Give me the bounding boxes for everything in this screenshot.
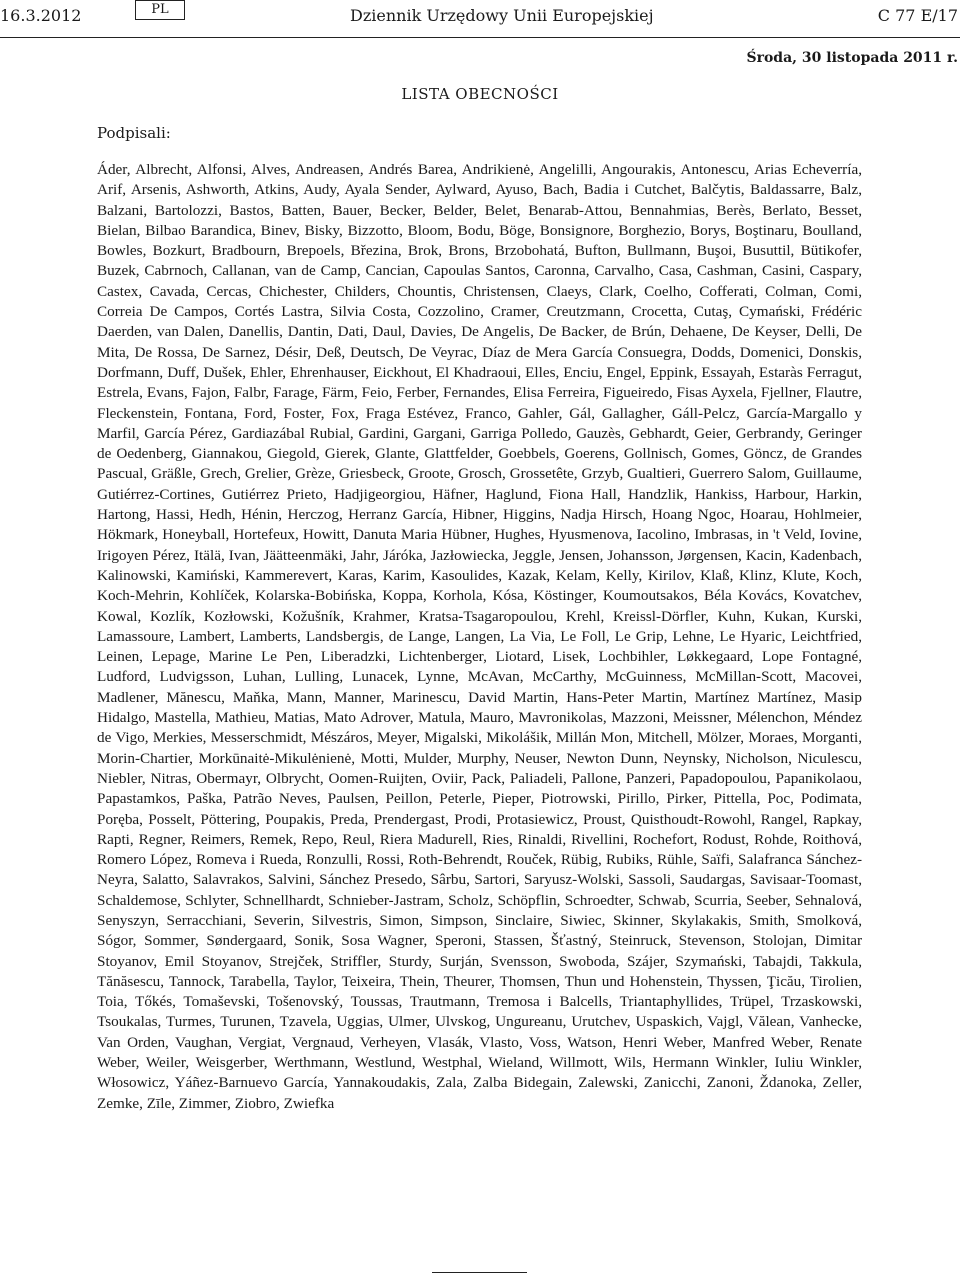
attendance-names: Áder, Albrecht, Alfonsi, Alves, Andreasen, Andrés Barea, Andrikienė, Angelilli, Angourakis, Antonescu, Arias Echeverría, Arif, Arsenis, Ashworth, Atkins, Audy, Ayala Sender, Aylward, Ayuso, Bach, Badia i Cutchet, Balčytis, Baldassarre, Balz, Balzani, Bartolozzi, Bastos, Batten, Bauer, Becker, Belder, Belet, Benarab-Attou, Bennahmias, Berès, Berlato, Besset, Bielan, Bilbao Barandica, Binev, Bisky, Bizzotto, Bloom, Bodu, Böge, Bonsignore, Borghezio, Borys, Boştinaru, Boulland, Bowles, Bozkurt, Bradbourn, Brepoels, Březina, Brok, Brons, Brzobohatá, Bufton, Bullmann, Buşoi, Busuttil, Bütikofer, Buzek, Cabrnoch, Callanan, van de Camp, Cancian, Capoulas Santos, Caronna, Carvalho, Casa, Cashman, Casini, Caspary, Castex, Cavada, Cercas, Chichester, Childers, Chountis, Christensen, Claeys, Clark, Coelho, Cofferati, Colman, Comi, Correia De Campos, Cortés Lastra, Silvia Costa, Cozzolino, Cramer, Creutzmann, Crocetta, Cutaş, Cymański, Frédéric Daerden, van Dalen, Danellis, Dantin, Dati, Daul, Davies, De Angelis, De Backer, de Brún, Dehaene, De Keyser, Delli, De Mita, De Rossa, De Sarnez, Désir, Deß, Deutsch, De Veyrac, Díaz de Mera García Consuegra, Dodds, Domenici, Donskis, Dorfmann, Duff, Dušek, Ehler, Ehrenhauser, Eickhout, El Khadraoui, Elles, Enciu, Engel, Eppink, Essayah, Estaràs Ferragut, Estrela, Evans, Fajon, Falbr, Farage, Färm, Feio, Ferber, Fernandes, Elisa Ferreira, Figueiredo, Fisas Ayxela, Fjellner, Flautre, Fleckenstein, Fontana, Ford, Foster, Fox, Fraga Estévez, Franco, Gahler, Gál, Gallagher, Gáll-Pelcz, García-Margallo y Marfil, García Pérez, Gardiazábal Rubial, Gardini, Gargani, Garriga Polledo, Gauzès, Gebhardt, Geier, Gerbrandy, Geringer de Oedenberg, Giannakou, Giegold, Gierek, Glante, Glattfelder, Goebbels, Goerens, Gollnisch, Gomes, Göncz, de Grandes Pascual, Gräßle, Grech, Grelier, Grèze, Griesbeck, Groote, Grosch, Grossetête, Grzyb, Gualtieri, Guerrero Salom, Guillaume, Gutiérrez-Cortines, Gutiérrez Prieto, Hadjigeorgiou, Häfner, Haglund, Fiona Hall, Handzlik, Hankiss, Harbour, Harkin, Hartong, Hassi, Hedh, Hénin, Herczog, Herranz García, Hibner, Higgins, Nadja Hirsch, Hoang Ngoc, Hoarau, Hohlmeier, Hökmark, Honeyball, Hortefeux, Howitt, Danuta Maria Hübner, Hughes, Hyusmenova, Iacolino, Imbrasas, in 't Veld, Iovine, Irigoyen Pérez, Itälä, Ivan, Jäätteenmäki, Jahr, Járóka, Jazłowiecka, Jeggle, Jensen, Johansson, Jørgensen, Kacin, Kadenbach, Kalinowski, Kamiński, Kammerevert, Karas, Karim, Kasoulides, Kazak, Kelam, Kelly, Kirilov, Klaß, Klinz, Klute, Koch, Koch-Mehrin, Kohlíček, Kolarska-Bobińska, Koppa, Korhola, Kósa, Köstinger, Koumoutsakos, Béla Kovács, Kovatchev, Kowal, Kozlík, Kozłowski, Kožušník, Krahmer, Kratsa-Tsagaropoulou, Krehl, Kreissl-Dörfler, Kuhn, Kukan, Kurski, Lamassoure, Lambert, Lamberts, Landsbergis, de Lange, Langen, La Via, Le Foll, Le Grip, Lehne, Le Hyaric, Leichtfried, Leinen, Lepage, Marine Le Pen, Liberadzki, Lichtenberger, Liotard, Lisek, Lochbihler, Løkkegaard, Lope Fontagné, Ludford, Ludvigsson, Luhan, Lulling, Lunacek, Lynne, McAvan, McCarthy, McGuinness, McMillan-Scott, Macovei, Madlener, Mănescu, Maňka, Mann, Manner, Marinescu, David Martin, Hans-Peter Martin, Martínez Martínez, Masip Hidalgo, Mastella, Mathieu, Matias, Mato Adrover, Matula, Mauro, Mavronikolas, Mazzoni, Meissner, Mélenchon, Méndez de Vigo, Merkies, Messerschmidt, Mészáros, Meyer, Migalski, Mikolášik, Millán Mon, Mitchell, Mölzer, Moraes, Morganti, Morin-Chartier, Morkūnaitė-Mikulėnienė, Motti, Mulder, Murphy, Neuser, Newton Dunn, Neynsky, Nicholson, Niculescu, Niebler, Nitras, Obermayr, Olbrycht, Oomen-Ruijten, Oviir, Pack, Paliadeli, Pallone, Panzeri, Papadopoulou, Papanikolaou, Papastamkos, Paška, Patrão Neves, Paulsen, Peillon, Peterle, Pieper, Piotrowski, Pirillo, Pirker, Pittella, Poc, Podimata, Poręba, Posselt, Pöttering, Poupakis, Preda, Prendergast, Prodi, Protasiewicz, Proust, Quisthoudt-Rowohl, Rangel, Rapkay, Rapti, Regner, Reimers, Remek, Repo, Reul, Riera Madurell, Ries, Rinaldi, Rivellini, Rochefort, Rodust, Rohde, Roithová, Romero López, Romeva i Rueda, Ronzulli, Rossi, Roth-Behrendt, Rouček, Rübig, Rubiks, Rühle, Saïfi, Salafranca Sánchez-Neyra, Salatto, Salavrakos, Salvini, Sánchez Presedo, Sârbu, Sartori, Saryusz-Wolski, Sassoli, Saudargas, Savisaar-Toomast, Schaldemose, Schlyter, Schnellhardt, Schnieber-Jastram, Scholz, Schöpflin, Schroedter, Schwab, Scurria, Seeber, Sehnalová, Senyszyn, Serracchiani, Severin, Silvestris, Simon, Simpson, Sinclaire, Siwiec, Skinner, Skylakakis, Smith, Smolková, Sógor, Sommer, Søndergaard, Sonik, Sosa Wagner, Speroni, Stassen, Šťastný, Steinruck, Stevenson, Stolojan, Dimitar Stoyanov, Emil Stoyanov, Strejček, Striffler, Sturdy, Surján, Svensson, Swoboda, Szájer, Szymański, Tabajdi, Takkula, Tănăsescu, Tannock, Tarabella, Taylor, Teixeira, Thein, Theurer, Thomsen, Thun und Hohenstein, Thyssen, Ţicău, Tirolien, Toia, Tőkés, Tomaševski, Tošenovský, Toussas, Trautmann, Tremosa i Balcells, Triantaphyllides, Trüpel, Trzaskowski, Tsoukalas, Turmes, Turunen, Tzavela, Uggias, Ulmer, Ulvskog, Ungureanu, Urutchev, Uspaskich, Vajgl, Vălean, Vanhecke, Van Orden, Vaughan, Vergiat, Vergnaud, Verheyen, Vlasák, Vlasto, Voss, Watson, Henri Weber, Manfred Weber, Renate Weber, Weiler, Weisgerber, Werthmann, Westlund, Westphal, Wieland, Willmott, Wils, Hermann Winkler, Iuliu Winkler, Włosowicz, Yáñez-Barnuevo García, Yannakoudakis, Zala, Zalba Bidegain, Zalewski, Zanicchi, Zanoni, Ždanoka, Zeller, Zemke, Zīle, Zimmer, Ziobro, Zwiefka [97,161,862,1112]
header-divider [0,37,960,38]
section-title: LISTA OBECNOŚCI [401,85,559,103]
journal-title: Dziennik Urzędowy Unii Europejskiej [350,6,654,25]
publication-date: 16.3.2012 [0,6,82,25]
signed-label: Podpisali: [97,124,171,142]
sitting-date: Środa, 30 listopada 2011 r. [746,50,958,66]
page-header [0,0,960,40]
journal-reference: C 77 E/17 [877,6,958,25]
language-badge: PL [135,0,185,20]
footer-divider [432,1272,527,1273]
